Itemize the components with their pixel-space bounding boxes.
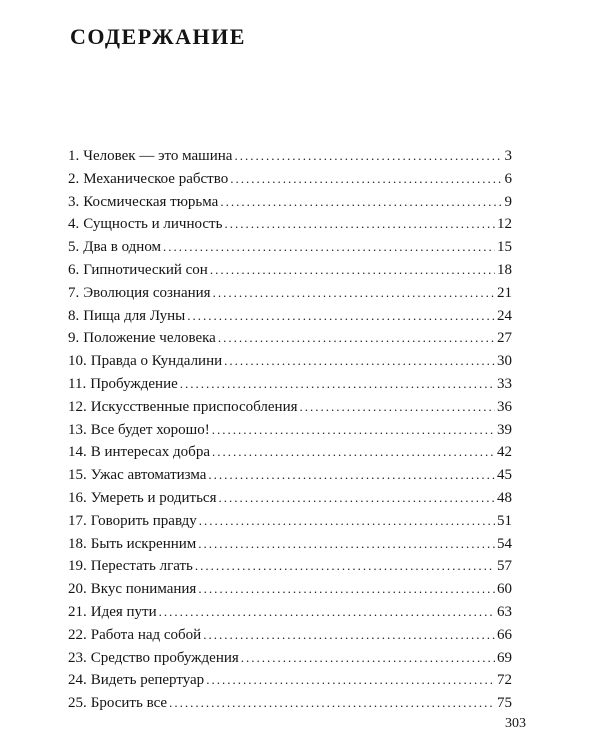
toc-entry-number: 3. (68, 193, 80, 210)
dot-leader (206, 669, 495, 692)
dot-leader (218, 327, 495, 350)
toc-entry-title: Искусственные приспособления (90, 398, 298, 415)
toc-entry-number: 21. (68, 603, 87, 620)
toc-entry (68, 647, 512, 670)
toc-entry-title: Гипнотический сон (83, 261, 208, 278)
toc-entry-title: Ужас автоматизма (90, 467, 207, 484)
toc-entry-page: 45 (497, 467, 512, 484)
toc-entry (68, 487, 512, 510)
toc-entry-title: В интересах добра (90, 444, 210, 461)
toc-entry-title: Перестать лгать (90, 558, 193, 575)
toc-entry-page: 27 (497, 330, 512, 347)
toc-entry-title: Космическая тюрьма (83, 193, 219, 210)
toc-entry-number: 25. (68, 695, 87, 712)
toc-entry (68, 168, 512, 191)
dot-leader (224, 350, 495, 373)
toc-entry-number: 8. (68, 307, 80, 324)
toc-entry (68, 441, 512, 464)
toc-entry-page: 66 (497, 626, 512, 643)
toc-entry-page: 3 (504, 148, 512, 164)
toc-entry (68, 669, 512, 692)
toc-entry-page: 18 (497, 261, 512, 278)
toc-entry-page: 12 (497, 216, 512, 233)
toc-entry-number: 12. (68, 398, 87, 415)
toc-entry (68, 350, 512, 373)
toc-entry-page: 75 (497, 695, 512, 712)
toc-entry-page: 54 (497, 535, 512, 552)
dot-leader (212, 441, 495, 464)
toc-entry-number: 5. (68, 239, 80, 256)
toc-entry-page: 48 (497, 489, 512, 506)
dot-leader (213, 282, 495, 305)
toc-entry-number: 20. (68, 581, 87, 598)
dot-leader (230, 168, 502, 191)
toc-entry-page: 24 (497, 307, 512, 324)
toc-entry (68, 282, 512, 305)
toc-entry-page: 9 (504, 193, 512, 210)
toc-entry-number: 7. (68, 284, 80, 301)
toc-entry-page: 33 (497, 375, 512, 392)
dot-leader (241, 647, 495, 670)
toc-entry (68, 533, 512, 556)
dot-leader (163, 236, 495, 259)
toc-entry-page: 6 (504, 170, 512, 187)
page-number: 303 (505, 716, 526, 731)
toc-entry-number: 9. (68, 330, 80, 347)
toc-entry-number: 10. (68, 353, 87, 370)
toc-entry (68, 578, 512, 601)
toc-entry-title: Бросить все (90, 695, 168, 712)
toc-entry (68, 305, 512, 328)
dot-leader (203, 624, 495, 647)
toc-entry (68, 191, 512, 214)
toc-entry-page: 51 (497, 512, 512, 529)
toc-entry (68, 213, 512, 236)
dot-leader (212, 419, 495, 442)
toc-entry-page: 72 (497, 672, 512, 689)
toc-entry-title: Пробуждение (90, 375, 178, 392)
toc-entry-title: Видеть репертуар (90, 672, 205, 689)
toc-entry-page: 63 (497, 603, 512, 620)
toc-entry-number: 17. (68, 512, 87, 529)
toc-entry-number: 1. (68, 148, 80, 164)
toc-entry-number: 4. (68, 216, 80, 233)
dot-leader (169, 692, 495, 715)
toc-entry-number: 18. (68, 535, 87, 552)
toc-entry-number: 23. (68, 649, 87, 666)
toc-entry (68, 327, 512, 350)
toc-entry-number: 11. (68, 375, 87, 392)
toc-entry-page: 57 (497, 558, 512, 575)
toc-entry (68, 145, 512, 168)
toc-entry-title: Правда о Кундалини (90, 353, 223, 370)
dot-leader (300, 396, 495, 419)
toc-entry-title: Средство пробуждения (90, 649, 239, 666)
toc-entry (68, 624, 512, 647)
toc-entry-title: Умереть и родиться (90, 489, 217, 506)
toc-entry-number: 6. (68, 261, 80, 278)
toc-entry-title: Быть искренним (90, 535, 197, 552)
toc-entry-title: Положение человека (83, 330, 216, 347)
table-of-contents (68, 145, 512, 715)
toc-entry-number: 19. (68, 558, 87, 575)
dot-leader (187, 305, 495, 328)
toc-entry (68, 555, 512, 578)
toc-entry (68, 419, 512, 442)
toc-entry-page: 15 (497, 239, 512, 256)
toc-entry-page: 42 (497, 444, 512, 461)
toc-entry-title: Эволюция сознания (83, 284, 211, 301)
toc-entry-title: Пища для Луны (83, 307, 186, 324)
toc-entry (68, 373, 512, 396)
toc-entry-number: 24. (68, 672, 87, 689)
toc-entry (68, 259, 512, 282)
toc-entry-title: Работа над собой (90, 626, 202, 643)
toc-entry-page: 39 (497, 421, 512, 438)
dot-leader (199, 510, 495, 533)
dot-leader (195, 555, 495, 578)
toc-entry-number: 14. (68, 444, 87, 461)
toc-entry-number: 13. (68, 421, 87, 438)
dot-leader (208, 464, 495, 487)
toc-entry-number: 2. (68, 170, 80, 187)
toc-entry-page: 69 (497, 649, 512, 666)
toc-entry-page: 60 (497, 581, 512, 598)
dot-leader (220, 191, 502, 214)
toc-entry-title: Идея пути (90, 603, 157, 620)
dot-leader (234, 145, 502, 168)
dot-leader (218, 487, 495, 510)
toc-entry (68, 464, 512, 487)
toc-entry-page: 30 (497, 353, 512, 370)
toc-entry-title: Механическое рабство (83, 170, 229, 187)
toc-entry (68, 510, 512, 533)
page-title: СОДЕРЖАНИЕ (70, 24, 246, 49)
dot-leader (180, 373, 495, 396)
toc-entry-number: 16. (68, 489, 87, 506)
dot-leader (198, 578, 495, 601)
toc-entry-title: Человек — это машина (83, 148, 233, 164)
toc-entry (68, 692, 512, 715)
toc-entry-page: 21 (497, 284, 512, 301)
toc-entry-page: 36 (497, 398, 512, 415)
dot-leader (224, 213, 495, 236)
toc-entry-title: Вкус понимания (90, 581, 197, 598)
toc-entry (68, 396, 512, 419)
toc-entry-number: 15. (68, 467, 87, 484)
toc-entry-number: 22. (68, 626, 87, 643)
toc-entry (68, 236, 512, 259)
toc-entry-title: Говорить правду (90, 512, 197, 529)
toc-entry (68, 601, 512, 624)
dot-leader (159, 601, 495, 624)
toc-entry-title: Все будет хорошо! (90, 421, 210, 438)
dot-leader (210, 259, 495, 282)
toc-entry-title: Сущность и личность (83, 216, 223, 233)
dot-leader (198, 533, 495, 556)
toc-entry-title: Два в одном (83, 239, 162, 256)
